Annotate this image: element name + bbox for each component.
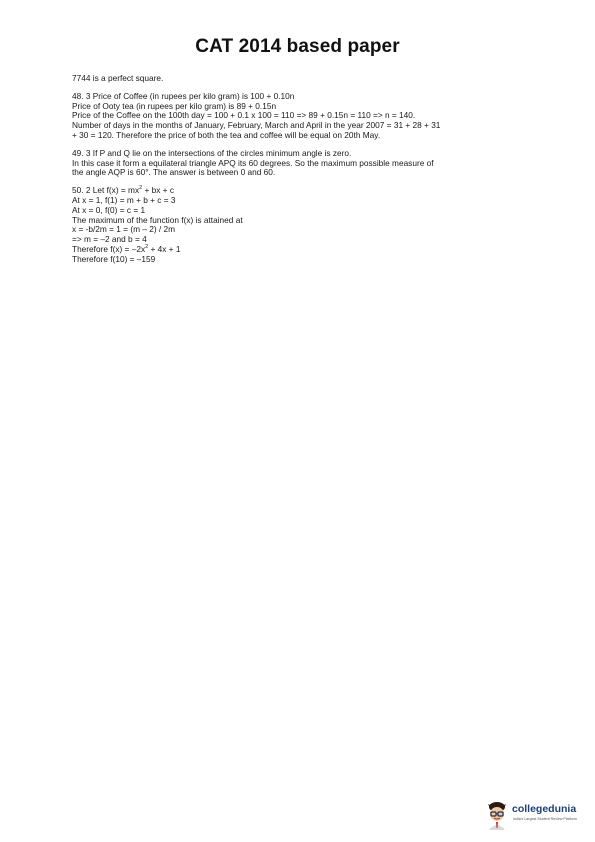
answer-48 [72,92,532,141]
collegedunia-logo [484,800,588,830]
answer-50-line-6: => m = –2 and b = 4 [72,234,147,245]
intro-paragraph [72,74,532,84]
answer-49-line-2: In this case it form a equilateral triangle APQ its 60 degrees. So the maximum possible measure of [72,157,434,168]
logo-tagline: India's Largest Student Review Platform [513,817,577,821]
answer-48-line-5: + 30 = 120. Therefore the price of both the tea and coffee will be equal on 20th May. [72,129,381,140]
answer-50-line-4: The maximum of the function f(x) is attained at [72,214,243,225]
answer-48-line-3: Price of the Coffee on the 100th day = 100 + 0.1 x 100 = 110 => 89 + 0.15n = 110 => n = 140. [72,110,416,121]
exponent: 2 [139,185,143,192]
answer-50-line-8: Therefore f(10) = –159 [72,253,156,264]
answer-50 [72,186,532,264]
answer-50-line-1-text: 50. 2 Let f(x) = mx [72,185,140,196]
answer-49 [72,149,532,178]
answer-48-line-4: Number of days in the months of January, February, March and April in the year 2007 = 31 + 28 + 31 [72,120,441,131]
answer-49-line-3: the angle AQP is 60°. The answer is between 0 and 60. [72,167,276,178]
answer-49-line-1: 49. 3 If P and Q lie on the intersections of the circles minimum angle is zero. [72,147,352,158]
answer-48-line-2: Price of Ooty tea (in rupees per kilo gram) is 89 + 0.15n [72,100,277,111]
page-title: CAT 2014 based paper [195,36,400,57]
answer-50-line-1-rest: + bx + c [142,185,174,196]
document-body [72,74,532,273]
intro-line: 7744 is a perfect square. [72,73,164,83]
answer-50-line-7-rest: + 4x + 1 [148,243,181,254]
answer-50-line-3: At x = 0, f(0) = c = 1 [72,204,146,215]
answer-50-line-2: At x = 1, f(1) = m + b + c = 3 [72,194,176,205]
answer-50-line-7-text: Therefore f(x) = –2x [72,243,146,254]
answer-50-line-5: x = -b/2m = 1 = (m – 2) / 2m [72,224,176,235]
answer-48-line-1: 48. 3 Price of Coffee (in rupees per kilo gram) is 100 + 0.10n [72,90,295,101]
mascot-icon [484,800,510,830]
logo-wordmark: collegedunia [512,803,577,815]
exponent: 2 [145,244,149,251]
